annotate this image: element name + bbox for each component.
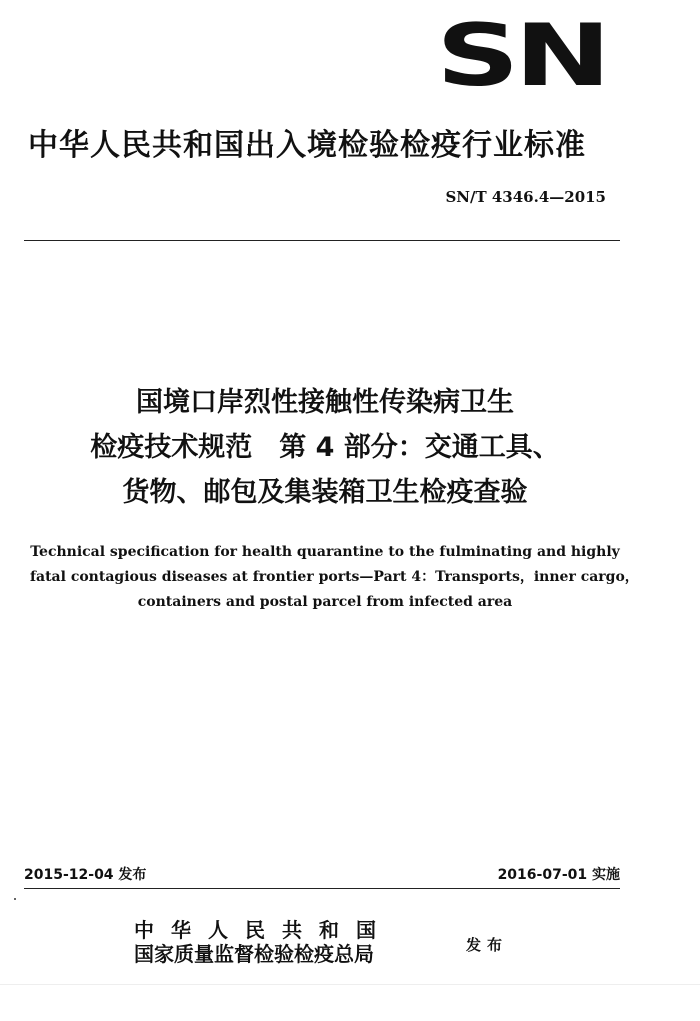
issuing-agency-heading: 中华人民共和国出入境检验检疫行业标准 [28,128,586,163]
standard-code: SN/T 4346.4—2015 [445,188,606,206]
implementation-date: 2016-07-01 实施 [497,867,620,883]
publisher-line-1: 中华人民共和国 [134,918,393,942]
english-title-line-3: containers and postal parcel from infected area [137,594,513,610]
scan-speck [14,898,16,900]
english-title-line-2: fatal contagious diseases at frontier ports—Part 4：Transports，inner cargo， [30,569,639,585]
publish-label: 发布 [466,936,509,954]
english-title [30,540,639,615]
publisher-block [134,918,393,966]
chinese-title-line-3: 货物、邮包及集装箱卫生检疫查验 [122,477,528,508]
chinese-title [0,380,650,515]
sn-logo: SN [436,6,606,106]
bottom-divider [24,888,620,889]
english-title-line-1: Technical specification for health quarantine to the fulminating and highly [30,544,620,560]
publisher-line-2: 国家质量监督检验检疫总局 [134,942,374,966]
issue-date: 2015-12-04 发布 [24,867,147,883]
chinese-title-line-1: 国境口岸烈性接触性传染病卫生 [136,387,514,418]
top-divider [24,240,620,241]
chinese-title-line-2: 检疫技术规范 第 4 部分：交通工具、 [90,432,560,463]
page-edge-line [0,984,700,985]
